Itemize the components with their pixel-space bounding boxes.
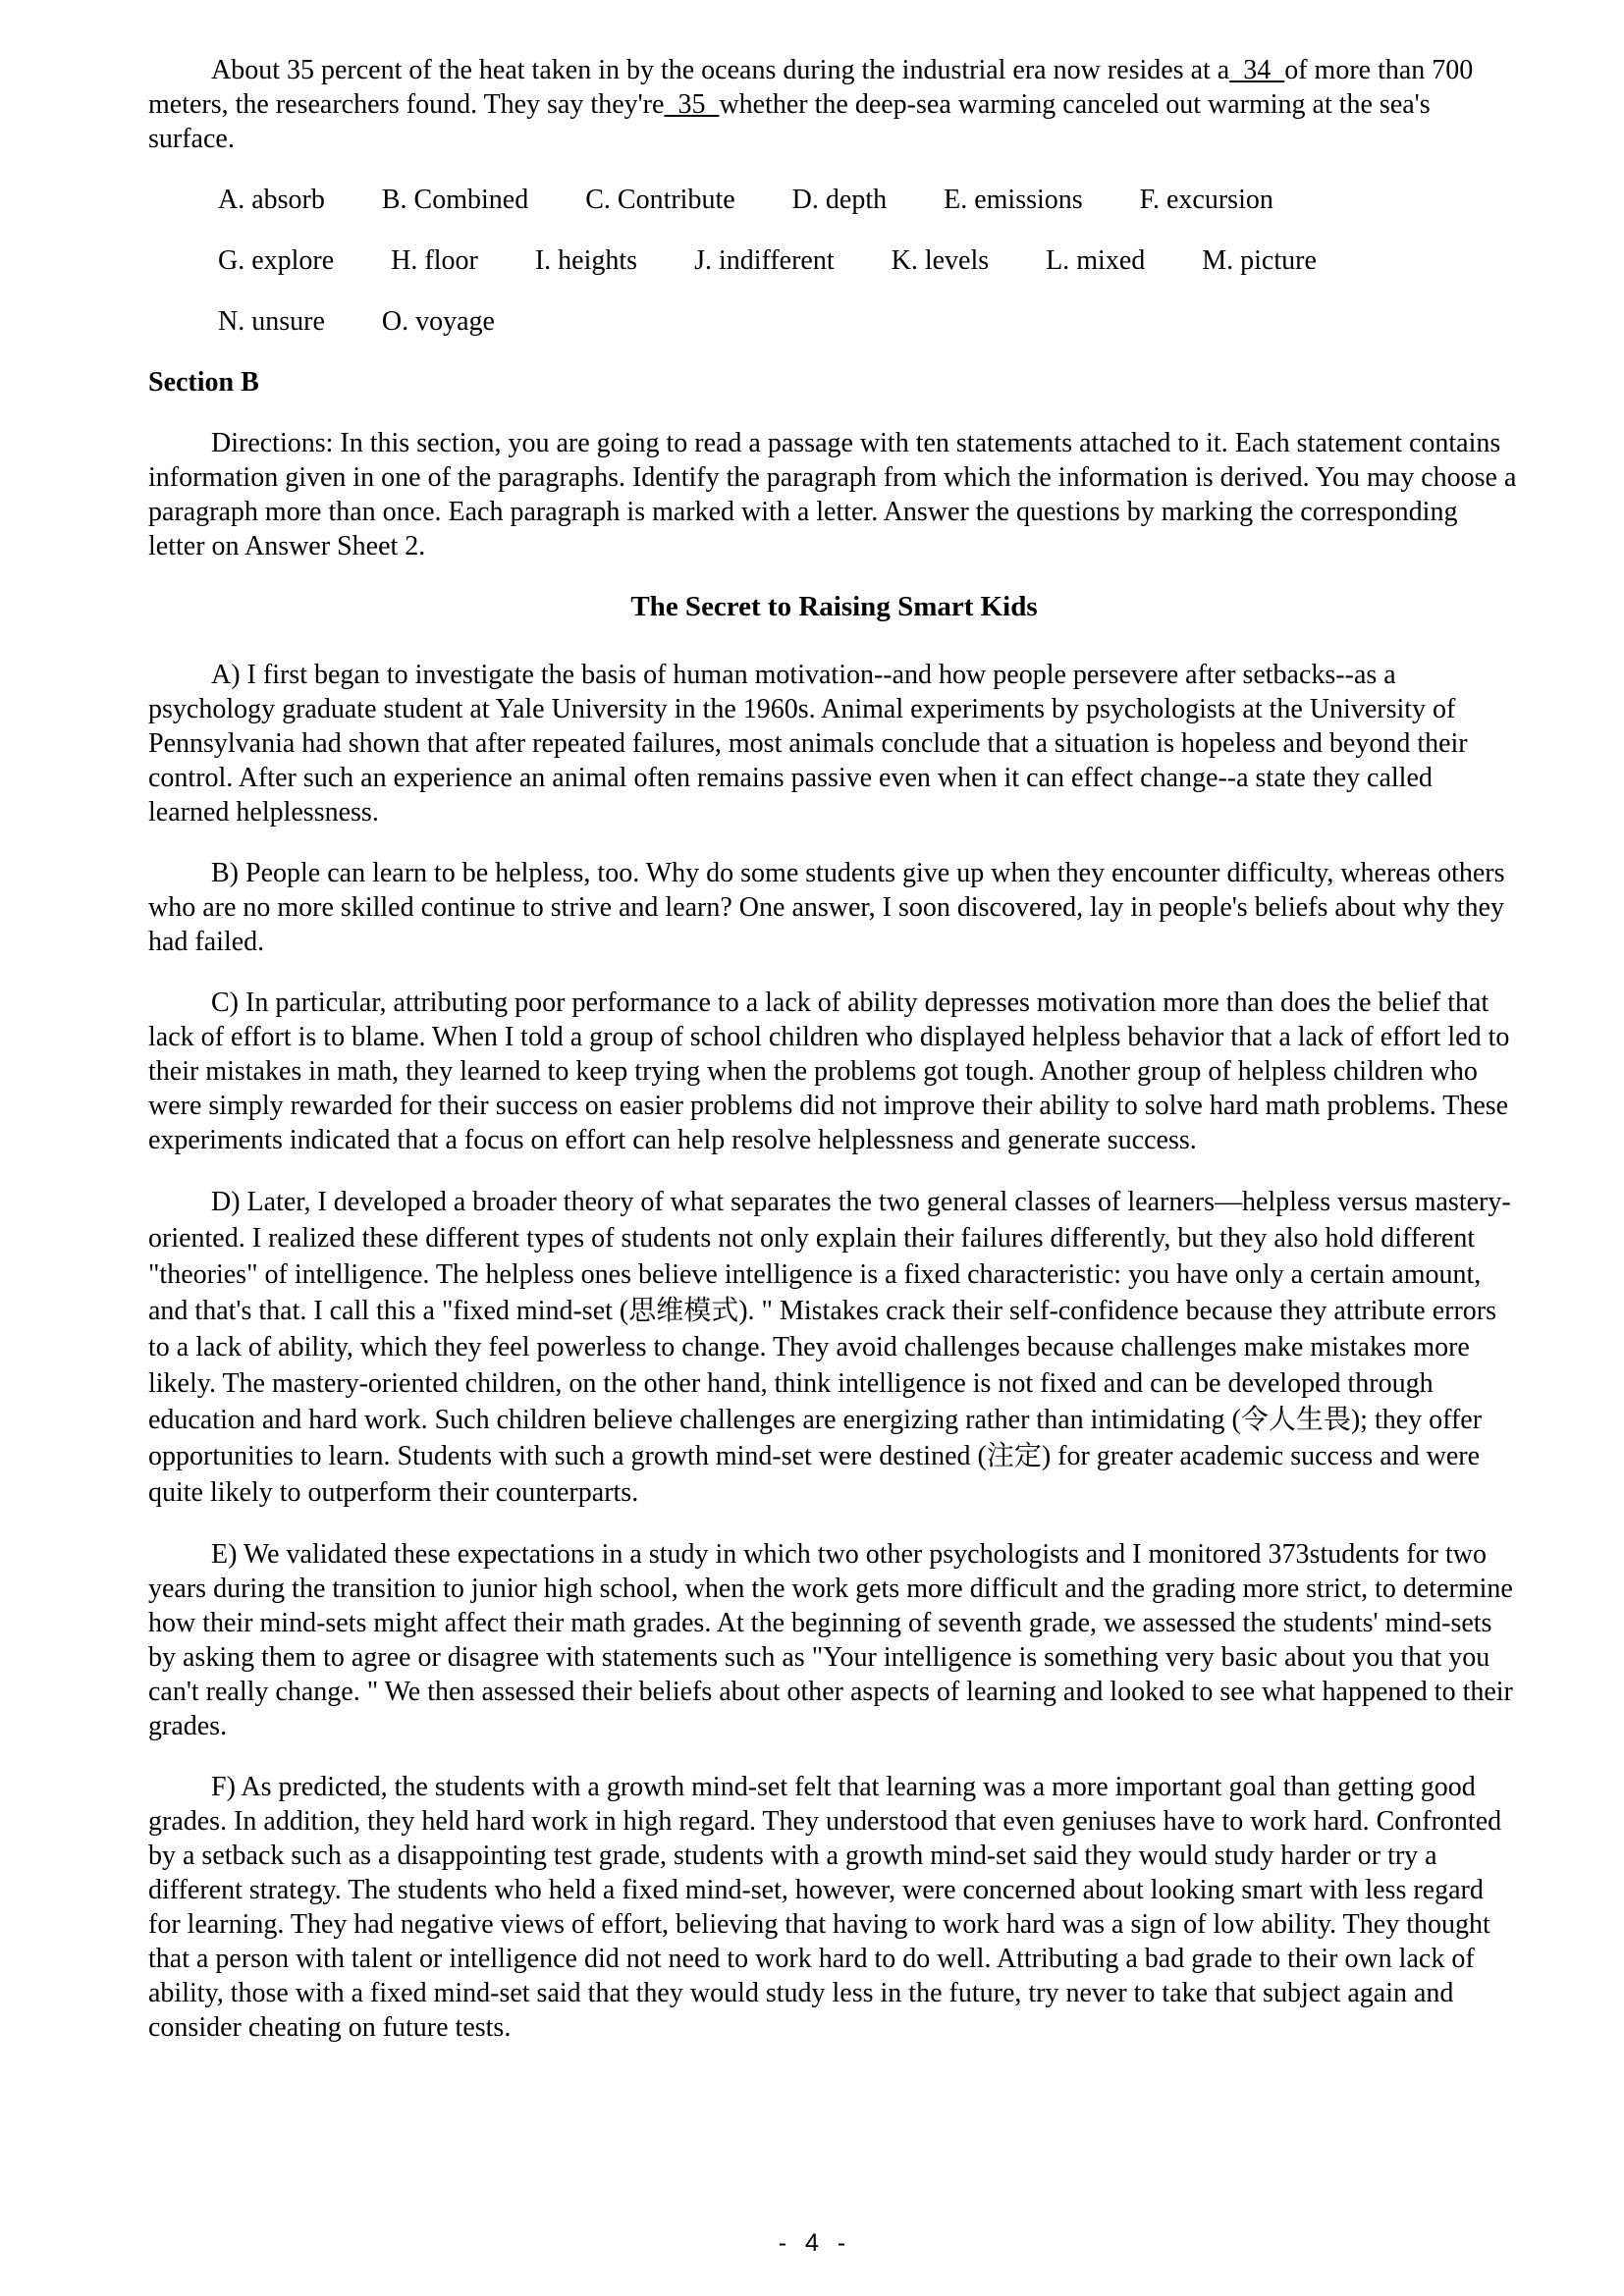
word-bank-option-k: K. levels <box>891 245 990 276</box>
word-bank-option-j: J. indifferent <box>694 245 835 276</box>
cloze-blank-34: 34 <box>1229 55 1285 85</box>
word-bank-option-h: H. floor <box>391 245 478 276</box>
passage-paragraph-b: B) People can learn to be helpless, too. Why do some students give up when they encounter difficulty, whereas others who are no more skilled continue to strive and learn? One answer, I soon discovered, lay in people's beliefs about why they had failed. <box>148 858 1505 957</box>
word-bank-option-n: N. unsure <box>218 306 325 337</box>
word-bank-option-c: C. Contribute <box>585 185 735 215</box>
cloze-text-after-blank-35: whether the deep-sea warming canceled out warming at the sea's surface. <box>148 89 1431 154</box>
word-bank-option-l: L. mixed <box>1046 245 1146 276</box>
word-bank-option-g: G. explore <box>218 245 335 276</box>
section-b-heading: Section B <box>148 367 259 398</box>
word-bank-option-i: I. heights <box>534 245 638 276</box>
word-bank-option-o: O. voyage <box>381 306 495 337</box>
cloze-text-between-blanks: of more than 700 meters, the researchers found. They say they're <box>148 55 1474 120</box>
passage-paragraph-e: E) We validated these expectations in a study in which two other psychologists and I monitored 373students for two years during the transition to junior high school, when the work gets more difficult and the grading more strict, to determine how their mind-sets might affect their math grades. At the beginning of seventh grade, we assessed the students' mind-sets by asking them to agree or disagree with statements such as "Your intelligence is something very basic about you that you can't really change. " We then assessed their beliefs about other aspects of learning and looked to see what happened to their grades. <box>148 1539 1513 1741</box>
section-b-directions: Directions: In this section, you are going to read a passage with ten statements attached to it. Each statement contains information given in one of the paragraphs. Identify the paragraph from which the information is derived. You may choose a paragraph more than once. Each paragraph is marked with a letter. Answer the questions by marking the corresponding letter on Answer Sheet 2. <box>148 428 1517 561</box>
cloze-paragraph <box>148 53 1520 156</box>
word-bank-option-f: F. excursion <box>1139 185 1273 215</box>
passage-title: The Secret to Raising Smart Kids <box>630 591 1038 622</box>
word-bank-row-3 <box>218 304 1520 339</box>
word-bank-option-a: A. absorb <box>218 185 325 215</box>
word-bank-option-b: B. Combined <box>381 185 529 215</box>
word-bank-row-1 <box>218 183 1520 217</box>
passage-paragraph-f: F) As predicted, the students with a growth mind-set felt that learning was a more important goal than getting good grades. In addition, they held hard work in high regard. They understood that even geniuses have to work hard. Confronted by a setback such as a disappointing test grade, students with a growth mind-set said they would study harder or try a different strategy. The students who held a fixed mind-set, however, were concerned about looking smart with less regard for learning. They had negative views of effort, believing that having to work hard was a sign of low ability. They thought that a person with talent or intelligence did not need to work hard to do well. Attributing a bad grade to their own lack of ability, those with a fixed mind-set said that they would study less in the future, try never to take that subject again and consider cheating on future tests. <box>148 1772 1502 2043</box>
cloze-text-before-blank-34: About 35 percent of the heat taken in by the oceans during the industrial era now resides at a <box>211 55 1230 85</box>
word-bank-option-e: E. emissions <box>944 185 1083 215</box>
passage-paragraph-c: C) In particular, attributing poor performance to a lack of ability depresses motivation more than does the belief that lack of effort is to blame. When I told a group of school children who displayed helpless behavior that a lack of effort led to their mistakes in math, they learned to keep trying when the problems got tough. Another group of helpless children who were simply rewarded for their success on easier problems did not improve their ability to solve hard math problems. These experiments indicated that a focus on effort can help resolve helplessness and generate success. <box>148 988 1510 1155</box>
word-bank-row-2 <box>218 243 1520 278</box>
passage-paragraph-d: D) Later, I developed a broader theory of what separates the two general classes of learners—helpless versus mastery-oriented. I realized these different types of students not only explain their failures differently, but they also hold different "theories" of intelligence. The helpless ones believe intelligence is a fixed characteristic: you have only a certain amount, and that's that. I call this a "fixed mind-set (思维模式). " Mistakes crack their self-confidence because they attribute errors to a lack of ability, which they feel powerless to change. They avoid challenges because challenges make mistakes more likely. The mastery-oriented children, on the other hand, think intelligence is not fixed and can be developed through education and hard work. Such children believe challenges are energizing rather than intimidating (令人生畏); they offer opportunities to learn. Students with such a growth mind-set were destined (注定) for greater academic success and were quite likely to outperform their counterparts. <box>148 1187 1511 1508</box>
passage-paragraph-a: A) I first began to investigate the basis of human motivation--and how people persevere after setbacks--as a psychology graduate student at Yale University in the 1960s. Animal experiments by psychologists at the University of Pennsylvania had shown that after repeated failures, most animals conclude that a situation is hopeless and beyond their control. After such an experience an animal often remains passive even when it can effect change--a state they called learned helplessness. <box>148 660 1468 828</box>
word-bank-option-m: M. picture <box>1202 245 1317 276</box>
page-number: - 4 - <box>778 2229 846 2257</box>
word-bank-option-d: D. depth <box>791 185 888 215</box>
cloze-blank-35: 35 <box>664 89 720 120</box>
